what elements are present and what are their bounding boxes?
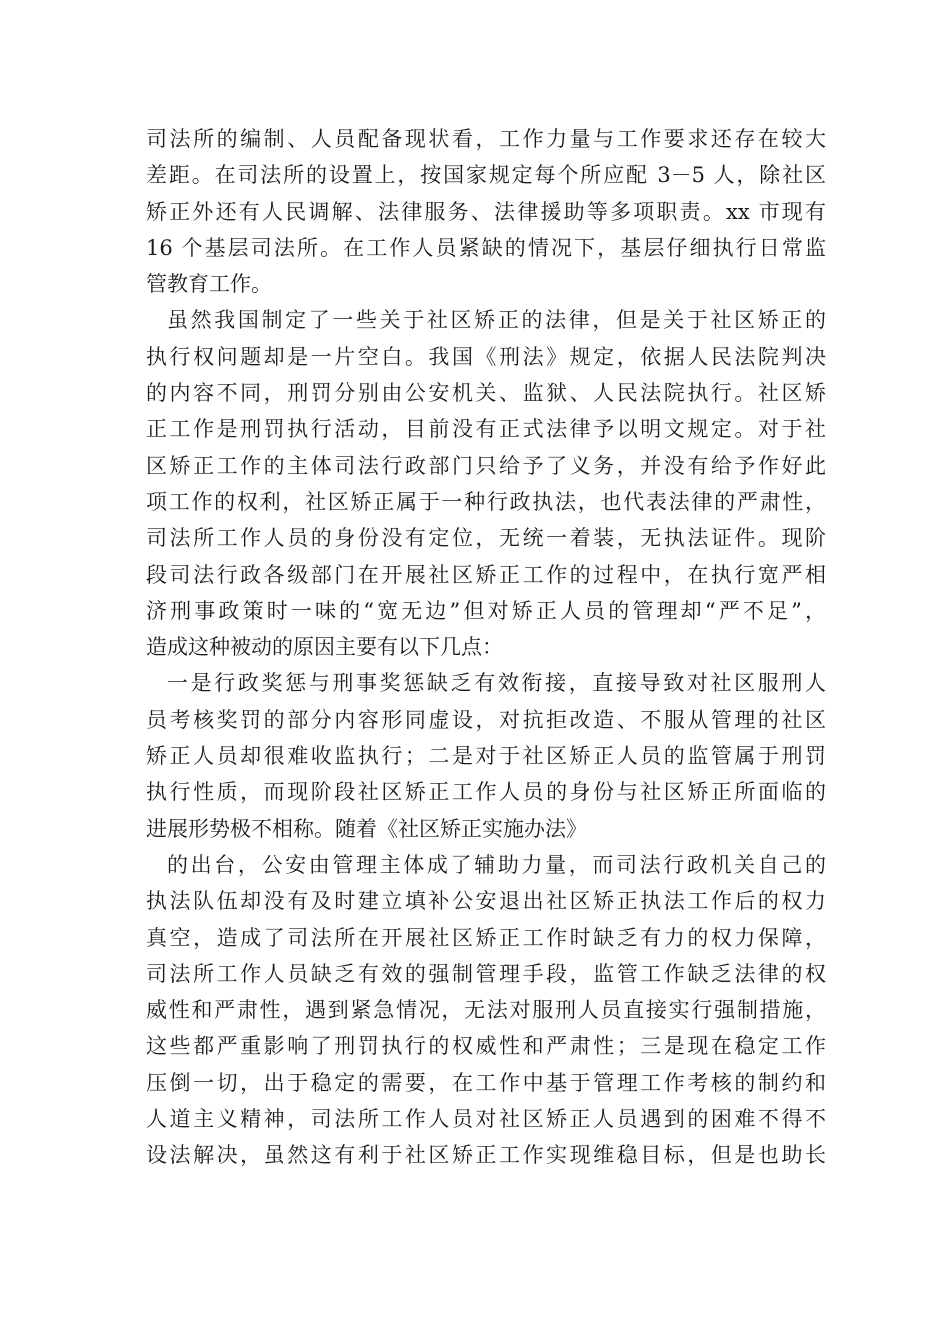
text-line: 差距。在司法所的设置上，按国家规定每个所应配 3－5 人，除社区 (146, 163, 826, 188)
text-line: 区矫正工作的主体司法行政部门只给予了义务，并没有给予作好此 (146, 453, 826, 478)
text-line: 一是行政奖惩与刑事奖惩缺乏有效衔接，直接导致对社区服刑人 (167, 671, 826, 696)
text-line: 的出台，公安由管理主体成了辅助力量，而司法行政机关自己的 (167, 852, 826, 877)
text-line: 管教育工作。 (146, 272, 272, 297)
text-line: 司法所工作人员的身份没有定位，无统一着装，无执法证件。现阶 (146, 526, 826, 551)
text-line: 矫正人员却很难收监执行；二是对于社区矫正人员的监管属于刑罚 (146, 744, 826, 769)
text-line: 执法队伍却没有及时建立填补公安退出社区矫正执法工作后的权力 (146, 889, 826, 914)
text-line: 人道主义精神，司法所工作人员对社区矫正人员遇到的困难不得不 (146, 1107, 826, 1132)
text-line: 司法所的编制、人员配备现状看，工作力量与工作要求还存在较大 (146, 127, 826, 151)
text-line: 的内容不同，刑罚分别由公安机关、监狱、人民法院执行。社区矫 (146, 381, 826, 406)
text-line: 正工作是刑罚执行活动，目前没有正式法律予以明文规定。对于社 (146, 417, 826, 442)
text-line: 执行权问题却是一片空白。我国《刑法》规定，依据人民法院判决 (146, 344, 826, 369)
text-line: 这些都严重影响了刑罚执行的权威性和严肃性；三是现在稳定工作 (146, 1034, 826, 1059)
text-line: 进展形势极不相称。随着《社区矫正实施办法》 (146, 816, 587, 841)
text-line: 真空，造成了司法所在开展社区矫正工作时缺乏有力的权力保障， (146, 925, 826, 950)
text-line: 16 个基层司法所。在工作人员紧缺的情况下，基层仔细执行日常监 (146, 235, 826, 260)
text-line: 设法解决，虽然这有利于社区矫正工作实现维稳目标，但是也助长 (146, 1143, 826, 1168)
text-line: 项工作的权利，社区矫正属于一种行政执法，也代表法律的严肃性， (146, 489, 826, 514)
text-line: 执行性质，而现阶段社区矫正工作人员的身份与社区矫正所面临的 (146, 780, 826, 805)
text-line: 威性和严肃性，遇到紧急情况，无法对服刑人员直接实行强制措施， (146, 998, 826, 1023)
text-line: 济刑事政策时一味的“宽无边”但对矫正人员的管理却“严不足”， (146, 598, 826, 623)
text-line: 矫正外还有人民调解、法律服务、法律援助等多项职责。xx 市现有 (146, 199, 826, 224)
text-line: 虽然我国制定了一些关于社区矫正的法律，但是关于社区矫正的 (167, 308, 826, 333)
text-line: 造成这种被动的原因主要有以下几点： (146, 635, 503, 660)
text-line: 员考核奖罚的部分内容形同虚设，对抗拒改造、不服从管理的社区 (146, 707, 826, 732)
text-line: 压倒一切，出于稳定的需要，在工作中基于管理工作考核的制约和 (146, 1070, 826, 1095)
text-line: 司法所工作人员缺乏有效的强制管理手段，监管工作缺乏法律的权 (146, 961, 826, 986)
document-body (146, 121, 826, 1174)
text-line: 段司法行政各级部门在开展社区矫正工作的过程中，在执行宽严相 (146, 562, 826, 587)
